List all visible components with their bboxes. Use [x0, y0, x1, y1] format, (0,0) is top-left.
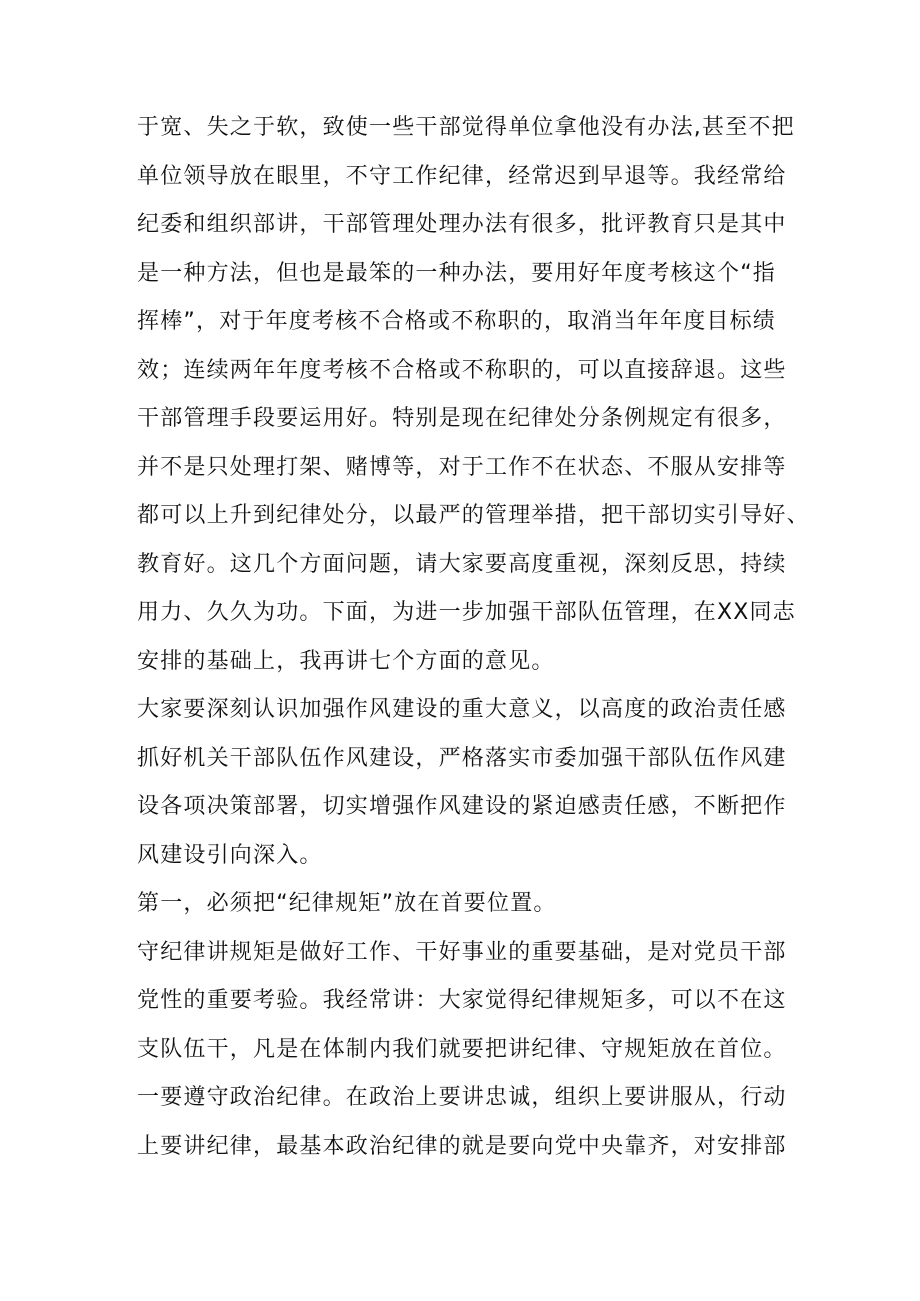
text-line: 大家要深刻认识加强作风建设的重大意义，以高度的政治责任感 [137, 697, 787, 722]
text-line: 干部管理手段要运用好。特别是现在纪律处分条例规定有很多， [137, 406, 787, 431]
text-line: 风建设引向深入。 [137, 842, 323, 868]
text-line: 纪委和组织部讲，干部管理处理办法有很多，批评教育只是其中 [137, 212, 787, 237]
text-line: 守纪律讲规矩是做好工作、干好事业的重要基础，是对党员干部 [137, 939, 787, 965]
text-line: 一要遵守政治纪律。在政治上要讲忠诚，组织上要讲服从，行动 [137, 1085, 787, 1110]
section-heading: 第一，必须把“纪律规矩”放在首要位置。 [137, 891, 557, 916]
text-line: 设各项决策部署，切实增强作风建设的紧迫感责任感，不断把作 [137, 794, 787, 819]
text-line: 教育好。这几个方面问题，请大家要高度重视，深刻反思，持续 [137, 551, 787, 577]
document-body [137, 104, 810, 1171]
text-line: 单位领导放在眼里，不守工作纪律，经常迟到早退等。我经常给 [137, 163, 787, 189]
text-line: 用力、久久为功。下面，为进一步加强干部队伍管理，在XX同志 [137, 600, 796, 625]
text-line: 是一种方法，但也是最笨的一种办法，要用好年度考核这个“指 [137, 260, 776, 286]
text-line: 都可以上升到纪律处分，以最严的管理举措，把干部切实引导好、 [137, 503, 810, 528]
text-line: 于宽、失之于软，致使一些干部觉得单位拿他没有办法,甚至不把 [137, 115, 795, 140]
text-line: 抓好机关干部队伍作风建设，严格落实市委加强干部队伍作风建 [137, 745, 787, 771]
text-line: 安排的基础上，我再讲七个方面的意见。 [137, 648, 555, 674]
text-line: 党性的重要考验。我经常讲：大家觉得纪律规矩多，可以不在这 [137, 988, 787, 1013]
text-line: 支队伍干，凡是在体制内我们就要把讲纪律、守规矩放在首位。 [137, 1036, 787, 1062]
text-line: 效；连续两年年度考核不合格或不称职的，可以直接辞退。这些 [137, 357, 787, 383]
text-line: 上要讲纪律，最基本政治纪律的就是要向党中央靠齐，对安排部 [137, 1133, 787, 1159]
text-line: 挥棒”，对于年度考核不合格或不称职的，取消当年年度目标绩 [137, 309, 776, 334]
text-line: 并不是只处理打架、赌博等，对于工作不在状态、不服从安排等 [137, 454, 787, 480]
